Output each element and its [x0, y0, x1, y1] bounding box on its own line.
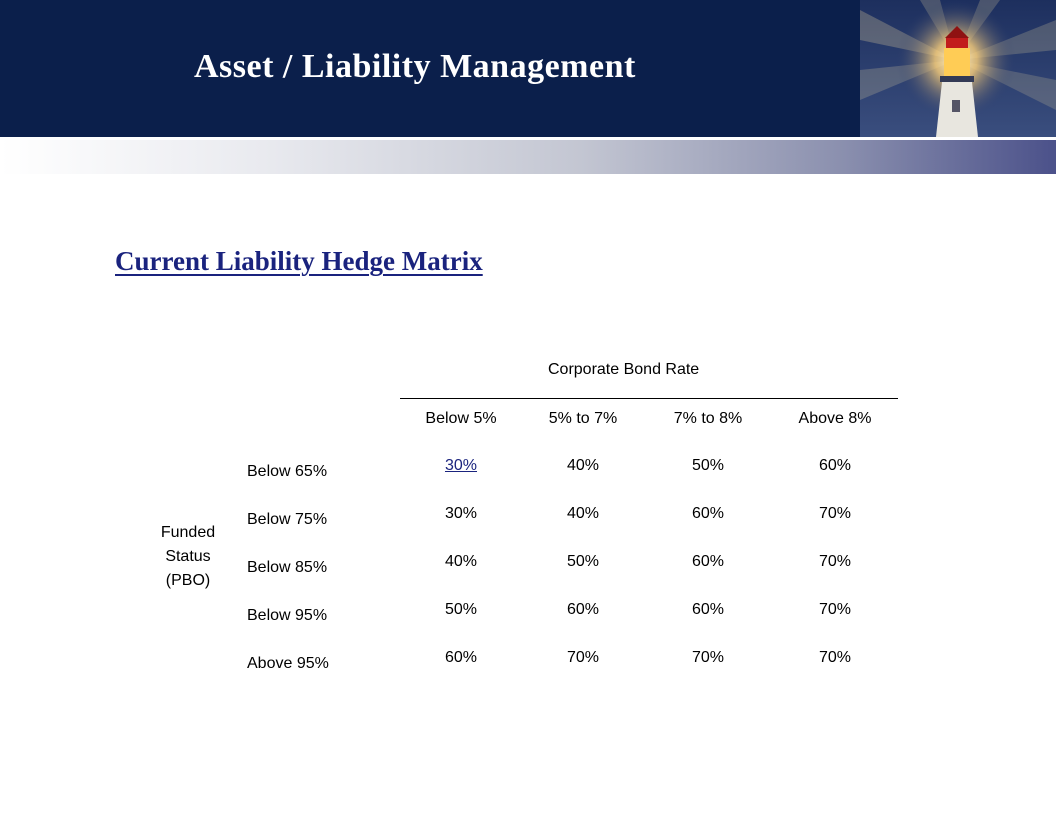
row-label: Below 95% — [247, 607, 328, 624]
matrix-cell: 70% — [818, 553, 852, 570]
matrix-cell: 60% — [691, 553, 725, 570]
matrix-cell: 60% — [691, 601, 725, 618]
row-group-label-line: Funded — [160, 524, 216, 541]
matrix-cell: 50% — [566, 553, 600, 570]
matrix-cell: 60% — [818, 457, 852, 474]
header-banner — [0, 0, 1056, 137]
row-group-label-line: Status — [165, 548, 211, 565]
matrix-cell: 60% — [691, 505, 725, 522]
row-label: Below 65% — [247, 463, 328, 480]
matrix-cell: 50% — [444, 601, 478, 618]
matrix-cell: 60% — [566, 601, 600, 618]
row-group-label-line: (PBO) — [165, 572, 211, 589]
row-label: Below 85% — [247, 559, 328, 576]
matrix-cell: 50% — [691, 457, 725, 474]
matrix-cell: 30% — [444, 505, 478, 522]
column-header: 5% to 7% — [548, 410, 618, 427]
matrix-cell: 40% — [566, 457, 600, 474]
row-label: Above 95% — [247, 655, 329, 672]
column-header: 7% to 8% — [673, 410, 743, 427]
page-title: Asset / Liability Management — [194, 48, 636, 85]
matrix-cell: 60% — [444, 649, 478, 666]
matrix-cell: 70% — [818, 505, 852, 522]
header-rule — [400, 398, 898, 399]
matrix-cell: 70% — [818, 601, 852, 618]
row-group-label — [140, 521, 236, 593]
column-group-label: Corporate Bond Rate — [548, 361, 700, 378]
row-label: Below 75% — [247, 511, 328, 528]
column-header: Above 8% — [798, 410, 872, 427]
matrix-cell: 70% — [566, 649, 600, 666]
matrix-cell: 70% — [691, 649, 725, 666]
matrix-cell: 70% — [818, 649, 852, 666]
matrix-cell: 40% — [444, 553, 478, 570]
column-header: Below 5% — [425, 410, 497, 427]
lighthouse-image — [860, 0, 1056, 137]
matrix-cell: 40% — [566, 505, 600, 522]
matrix-cell[interactable]: 30% — [444, 457, 478, 474]
section-heading: Current Liability Hedge Matrix — [115, 246, 483, 276]
decorative-gradient-band — [0, 140, 1056, 174]
